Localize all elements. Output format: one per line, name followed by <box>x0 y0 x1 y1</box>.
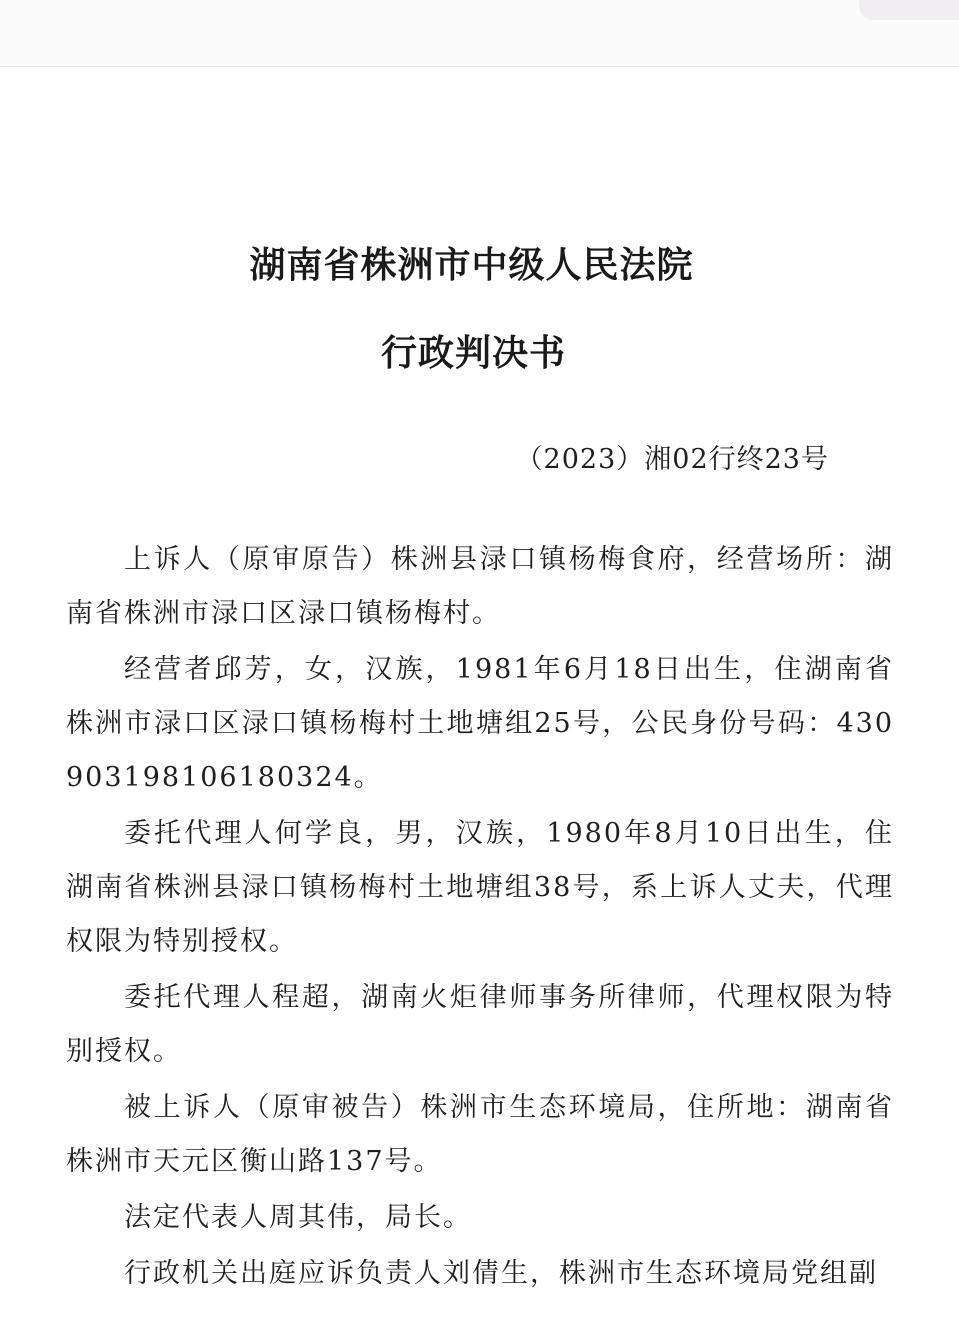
paragraph-agent-2: 委托代理人程超，湖南火炬律师事务所律师，代理权限为特别授权。 <box>66 982 894 1067</box>
paragraph-legal-rep: 法定代表人周其伟，局长。 <box>124 1202 472 1233</box>
case-number: （2023）湘02行终23号 <box>515 444 829 475</box>
paragraph-agent-1: 委托代理人何学良，男，汉族，1980年8月10日出生，住湖南省株洲县渌口镇杨梅村土地塘组38号，系上诉人丈夫，代理权限为特别授权。 <box>66 818 894 957</box>
paragraph-appellee: 被上诉人（原审被告）株洲市生态环境局，住所地：湖南省株洲市天元区衡山路137号。 <box>66 1092 894 1177</box>
court-name-title: 湖南省株洲市中级人民法院 <box>249 245 694 286</box>
paragraph-appellant: 上诉人（原审原告）株洲县渌口镇杨梅食府，经营场所：湖南省株洲市渌口区渌口镇杨梅村。 <box>66 544 894 629</box>
top-corner-tab[interactable] <box>859 0 959 20</box>
paragraph-responsible-person: 行政机关出庭应诉负责人刘倩生，株洲市生态环境局党组副 <box>124 1258 878 1289</box>
top-toolbar-strip <box>0 0 959 67</box>
paragraph-operator: 经营者邱芳，女，汉族，1981年6月18日出生，住湖南省株洲市渌口区渌口镇杨梅村土地塘组25号，公民身份号码：430903198106180324。 <box>66 654 894 793</box>
document-page <box>0 67 959 1336</box>
document-body <box>66 533 894 1301</box>
document-type-title: 行政判决书 <box>380 333 566 374</box>
